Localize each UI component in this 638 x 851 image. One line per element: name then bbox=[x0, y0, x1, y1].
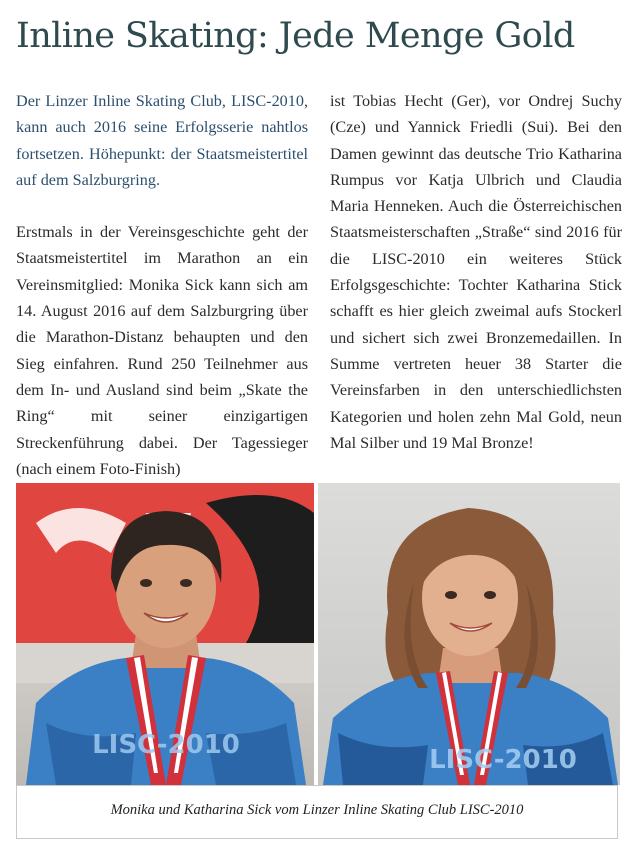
photo-katharina-sick bbox=[318, 483, 620, 785]
body-paragraph-right: ist Tobias Hecht (Ger), vor Ondrej Suchy (Cze) und Yannick Friedli (Sui). Bei den Damen gewinnt das deutsche Trio Katharina Rumpus vor Katja Ulbrich und Claudia Maria Henneken. Auch die Österreichischen Staatsmeisterschaften „Straße“ sind 2016 für die LISC-2010 ein weiteres Stück Erfolgsgeschichte: Tochter Katharina Stick schafft es hier gleich zweimal aufs Stockerl und sichert sich zwei Bronzemedaillen. In Summe vertreten heuer 38 Starter die Vereinsfarben in den unterschiedlichsten Kategorien und holen zehn Mal Gold, neun Mal Silber und 19 Mal Bronze! bbox=[330, 92, 622, 452]
jersey-lettering-left: LISC-2010 bbox=[92, 730, 240, 760]
text-column-right bbox=[330, 88, 622, 456]
text-column-left bbox=[16, 88, 308, 482]
body-paragraph-left: Erstmals in der Vereinsgeschichte geht der Staatsmeistertitel im Marathon an ein Vereinsmitglied: Monika Sick kann sich am 14. August 2016 auf dem Salzburgring über die Marathon-Distanz behaupten und den Sieg einfahren. Rund 250 Teilnehmer aus dem In- und Ausland sind beim „Skate the Ring“ mit seiner einzigartigen Streckenführung dabei. Der Tagessieger (nach einem Foto-Finish) bbox=[16, 223, 308, 478]
jersey-lettering-right: LISC-2010 bbox=[429, 745, 577, 775]
article-title: Inline Skating: Jede Menge Gold bbox=[16, 16, 575, 56]
lead-paragraph: Der Linzer Inline Skating Club, LISC-2010, kann auch 2016 seine Erfolgsserie nahtlos fortsetzen. Höhepunkt: der Staatsmeistertitel auf dem Salzburgring. bbox=[16, 92, 308, 189]
photo-caption: Monika und Katharina Sick vom Linzer Inline Skating Club LISC-2010 bbox=[110, 802, 524, 818]
photo-katharina-illustration bbox=[318, 483, 620, 785]
photo-monika-sick bbox=[16, 483, 314, 785]
caption-box bbox=[16, 785, 618, 839]
photo-monika-illustration bbox=[16, 483, 314, 785]
